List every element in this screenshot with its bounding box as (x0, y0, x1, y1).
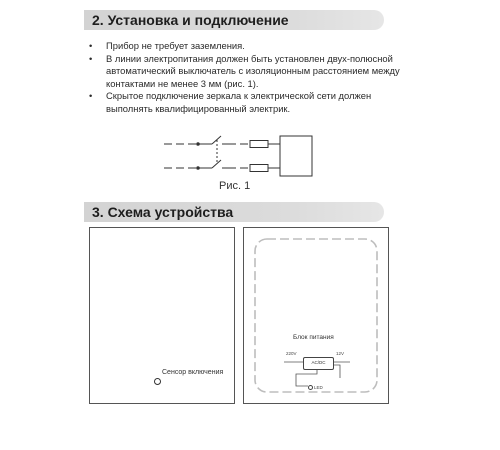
section-2-title: 2. Установка и подключение (92, 12, 289, 28)
bullet-item: • В линии электропитания должен быть установлен двух-полюсной автоматический выключатель с изоляционным расстоянием между контактами не менее 3 мм (рис. 1). (84, 53, 404, 91)
psu-box-label: AC/DC (311, 360, 326, 365)
wiring-diagram (156, 132, 326, 180)
input-voltage-label: 220V (286, 351, 297, 356)
led-label: LED (314, 385, 323, 390)
section-3-title: 3. Схема устройства (92, 204, 234, 220)
mirror-back-view (243, 227, 389, 404)
sensor-circle-icon (154, 378, 161, 385)
psu-wiring (244, 228, 388, 403)
power-supply-label: Блок питания (293, 334, 334, 341)
led-connector-icon (308, 385, 313, 390)
section-2-header (84, 10, 384, 30)
sensor-label: Сенсор включения (162, 369, 224, 376)
installation-bullet-list (84, 40, 404, 116)
power-supply-box (303, 357, 334, 370)
figure-caption: Рис. 1 (219, 180, 251, 192)
fuse-bottom (250, 165, 268, 172)
bullet-item: • Скрытое подключение зеркала к электрической сети должен выполнять квалифицированный электрик. (84, 90, 404, 115)
load-box (280, 136, 312, 176)
section-3-header (84, 202, 384, 222)
mirror-front-view (89, 227, 235, 404)
bullet-item: • Прибор не требует заземления. (84, 40, 404, 53)
output-voltage-label: 12V (336, 351, 345, 356)
fuse-top (250, 141, 268, 148)
